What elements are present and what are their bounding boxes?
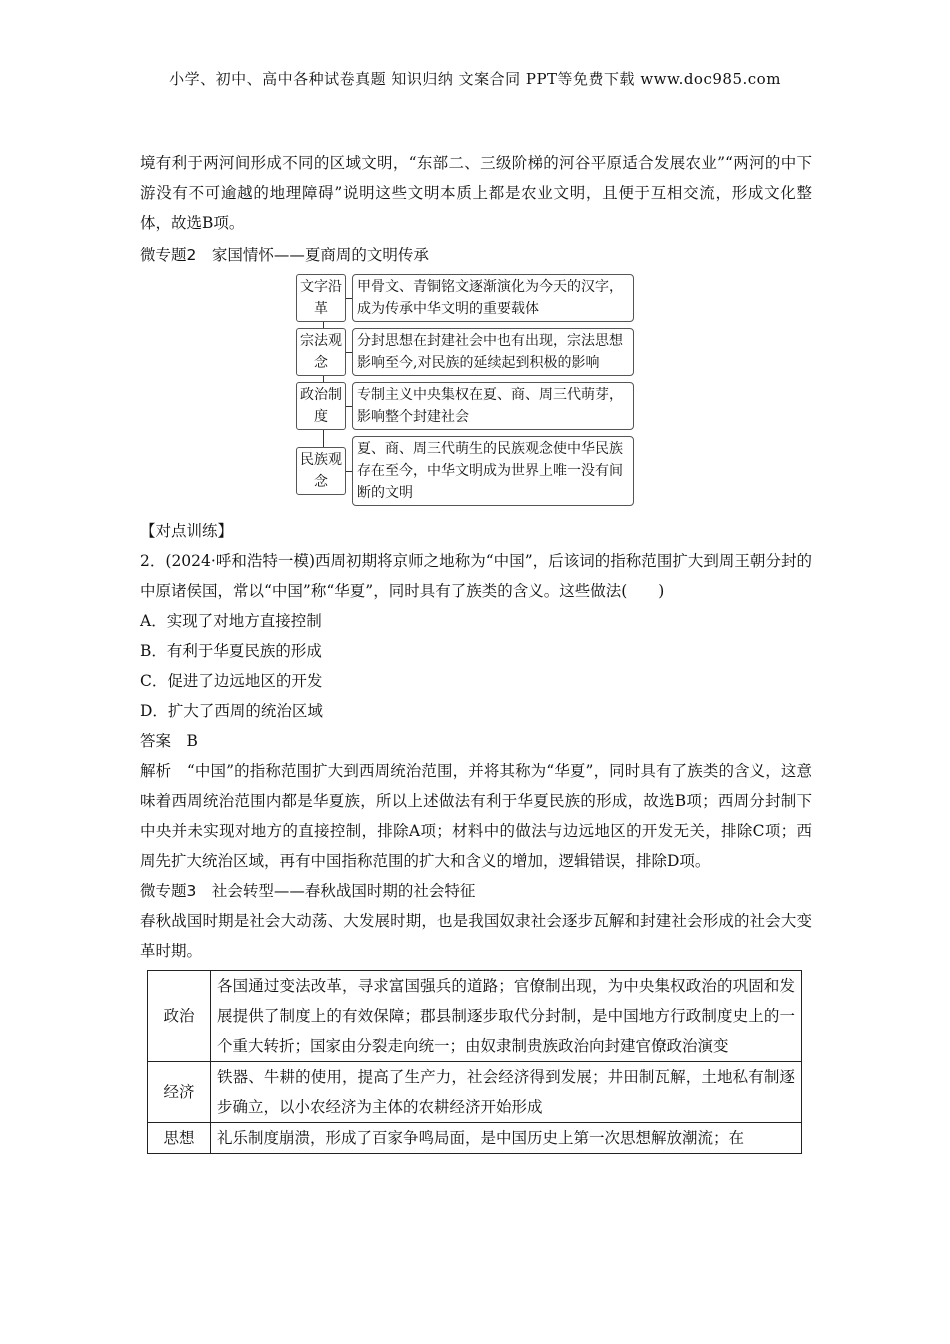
answer-line: 答案 B	[140, 732, 198, 750]
table-value-cell: 铁器、牛耕的使用，提高了生产力，社会经济得到发展；井田制瓦解，土地私有制逐步确立，以小农经济为主体的农耕经济开始形成	[211, 1062, 802, 1123]
diagram-row	[296, 328, 634, 376]
table-key-cell: 政治	[148, 971, 211, 1062]
option-b: B．有利于华夏民族的形成	[140, 642, 322, 660]
topic3-intro: 春秋战国时期是社会大动荡、大发展时期，也是我国奴隶社会逐步瓦解和封建社会形成的社会大变革时期。	[140, 912, 812, 960]
diagram-row	[296, 274, 634, 322]
option-d: D．扩大了西周的统治区域	[140, 702, 323, 720]
diagram-box: 分封思想在封建社会中也有出现，宗法思想影响至今,对民族的延续起到积极的影响	[352, 328, 634, 376]
diagram-box: 专制主义中央集权在夏、商、周三代萌芽，影响整个封建社会	[352, 382, 634, 430]
option-c: C．促进了边远地区的开发	[140, 672, 323, 690]
topic2-heading: 微专题2 家国情怀——夏商周的文明传承	[140, 246, 429, 264]
option-a: A．实现了对地方直接控制	[140, 612, 322, 630]
diagram-label: 文字沿革	[296, 274, 346, 322]
analysis-paragraph: 解析 “中国”的指称范围扩大到西周统治范围，并将其称为“华夏”，同时具有了族类的含义，这意味着西周统治范围内都是华夏族，所以上述做法有利于华夏民族的形成，故选B项；西周分封制下中央并未实现对地方的直接控制，排除A项；材料中的做法与边远地区的开发无关，排除C项；西周先扩大统治区域，再有中国指称范围的扩大和含义的增加，逻辑错误，排除D项。	[140, 762, 812, 870]
topic3-heading: 微专题3 社会转型——春秋战国时期的社会特征	[140, 882, 476, 900]
table-value-cell: 礼乐制度崩溃，形成了百家争鸣局面，是中国历史上第一次思想解放潮流；在	[211, 1123, 802, 1154]
page-header: 小学、初中、高中各种试卷真题 知识归纳 文案合同 PPT等免费下载 www.doc985.com	[169, 70, 781, 88]
diagram-row	[296, 436, 634, 506]
diagram-box: 甲骨文、青铜铭文逐渐演化为今天的汉字，成为传承中华文明的重要载体	[352, 274, 634, 322]
diagram-row	[296, 382, 634, 430]
table-row	[148, 1123, 802, 1154]
table-key-cell: 思想	[148, 1123, 211, 1154]
table-row	[148, 971, 802, 1062]
heritage-diagram	[140, 270, 812, 516]
table-row	[148, 1062, 802, 1123]
society-features-table	[147, 970, 802, 1154]
diagram-box: 夏、商、周三代萌生的民族观念使中华民族存在至今，中华文明成为世界上唯一没有间断的文明	[352, 436, 634, 506]
table-value-cell: 各国通过变法改革，寻求富国强兵的道路；官僚制出现，为中央集权政治的巩固和发展提供了制度上的有效保障；郡县制逐步取代分封制，是中国地方行政制度史上的一个重大转折；国家由分裂走向统一；由奴隶制贵族政治向封建官僚政治演变	[211, 971, 802, 1062]
diagram-label: 宗法观念	[296, 328, 346, 376]
diagram-label: 政治制度	[296, 382, 346, 430]
table-key-cell: 经济	[148, 1062, 211, 1123]
diagram-label: 民族观念	[296, 447, 346, 495]
page-content	[140, 148, 812, 1154]
question-text: 2．(2024·呼和浩特一模)西周初期将京师之地称为“中国”，后该词的指称范围扩大到周王朝分封的中原诸侯国，常以“中国”称“华夏”，同时具有了族类的含义。这些做法( )	[140, 552, 812, 600]
practice-heading: 【对点训练】	[140, 522, 234, 540]
intro-paragraph: 境有利于两河间形成不同的区域文明，“东部二、三级阶梯的河谷平原适合发展农业”“两河的中下游没有不可逾越的地理障碍”说明这些文明本质上都是农业文明，且便于互相交流，形成文化整体，故选B项。	[140, 154, 812, 232]
